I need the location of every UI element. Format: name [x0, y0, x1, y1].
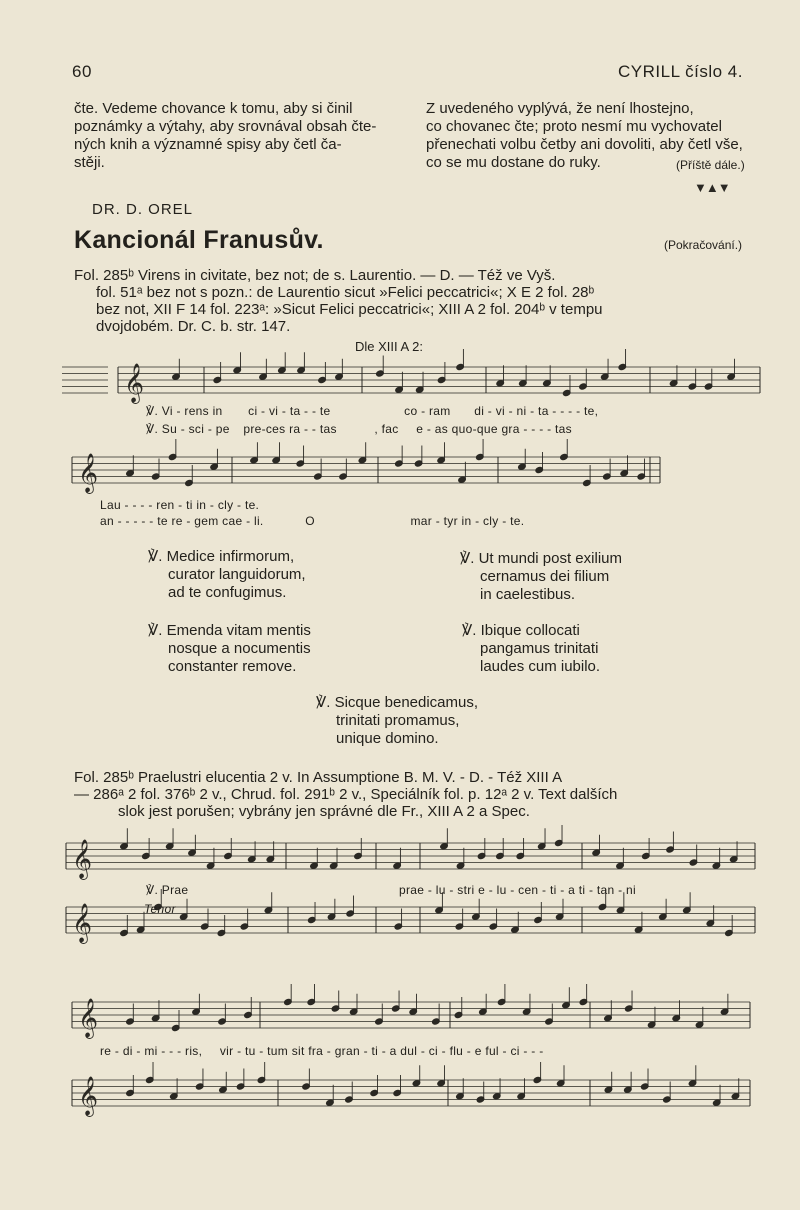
verse-line: nosque a nocumentis	[168, 640, 311, 657]
lyric-segment: ℣. Su - sci - pe	[146, 422, 230, 436]
verse-line: unique domino.	[336, 730, 439, 747]
section2-text	[74, 769, 617, 820]
text-line: dvojdobém. Dr. C. b. str. 147.	[96, 318, 291, 335]
lyric-segment: , fac	[374, 422, 399, 436]
author-name: DR. D. OREL	[92, 201, 194, 218]
verse-block	[148, 548, 306, 602]
lyric-segment: prae - lu - stri e - lu - cen - ti - a ti - tan - ni	[399, 883, 636, 897]
text-line: Fol. 285ᵇ Virens in civitate, bez not; de s. Laurentio. — D. — Též ve Vyš.	[74, 267, 556, 284]
treble-clef-icon: 𝄞	[72, 839, 93, 879]
tenor-label: Tenor	[144, 902, 176, 916]
verse-line: ad te confugimus.	[168, 584, 287, 601]
lyric-segment: re - di - mi - - - ris,	[100, 1044, 203, 1058]
verse-line: ℣. Ut mundi post exilium	[460, 550, 622, 567]
verse-line: ℣. Emenda vitam mentis	[148, 622, 311, 639]
source-label: Dle XIII A 2:	[355, 339, 423, 354]
text-line: poznámky a výtahy, aby srovnával obsah čte-	[74, 118, 377, 135]
lyric-segment: an - - - - - te re - gem cae - li.	[100, 514, 264, 528]
treble-clef-icon: 𝄞	[78, 1076, 99, 1116]
verse-line: ℣. Medice infirmorum,	[148, 548, 295, 565]
lyric-segment: ℣. Vi - rens in	[146, 404, 223, 418]
text-line: ných knih a významné spisy aby četl ča-	[74, 136, 342, 153]
verse-block	[460, 550, 622, 604]
treble-clef-icon: 𝄞	[78, 998, 99, 1038]
ornament-icon: ▼▲▼	[694, 180, 730, 195]
treble-clef-icon: 𝄞	[72, 903, 93, 943]
lyric-segment: di - vi - ni - ta - - - - te,	[474, 404, 599, 418]
text-line: co chovanec čte; proto nesmí mu vychovatel	[426, 118, 722, 135]
text-line: přenechati volbu četby ani dovoliti, aby četl vše,	[426, 136, 743, 153]
text-line: stěji.	[74, 154, 105, 171]
treble-clef-icon: 𝄞	[124, 363, 145, 403]
continued-note: (Příště dále.)	[676, 158, 745, 172]
verse-line: cernamus dei filium	[480, 568, 610, 585]
text-line: Z uvedeného vyplývá, že není lhostejno,	[426, 100, 694, 117]
verse-line: constanter remove.	[168, 658, 297, 675]
verse-block	[462, 622, 600, 676]
text-line: čte. Vedeme chovance k tomu, aby si činil	[74, 100, 353, 117]
lyric-line: Lau - - - - ren - ti in - cly - te.	[100, 498, 260, 512]
treble-clef-icon: 𝄞	[78, 453, 99, 493]
verse-line: pangamus trinitati	[480, 640, 599, 657]
text-line: co se mu dostane do ruky.	[426, 154, 601, 171]
article-title: Kancionál Franusův.	[74, 226, 324, 254]
lyric-segment: e - as quo-que gra - - - - tas	[416, 422, 572, 436]
text-line: slok jest porušen; vybrány jen správné dle Fr., XIII A 2 a Spec.	[118, 803, 530, 820]
lyric-segment: vir - tu - tum sit fra - gran - ti - a dul - ci - flu - e ful - ci - - -	[219, 1044, 544, 1058]
verse-block	[148, 622, 311, 676]
verse-block	[316, 694, 478, 748]
lyric-line	[146, 404, 598, 418]
verse-line: trinitati promamus,	[336, 712, 460, 729]
text-line: fol. 51ᵃ bez not s pozn.: de Laurentio sicut »Felici peccatrici«; X E 2 fol. 28ᵇ	[96, 284, 595, 301]
lyric-segment: pre-ces ra - - tas	[243, 422, 337, 436]
verse-line: ℣. Sicque benedicamus,	[316, 694, 479, 711]
lyric-segment: ℣. Prae	[146, 883, 189, 897]
lyric-segment: co - ram	[404, 404, 451, 418]
lyric-segment: ci - vi - ta - - te	[248, 404, 331, 418]
lyric-segment: mar - tyr in - cly - te.	[410, 514, 525, 528]
lyric-line	[146, 422, 572, 436]
lyric-line	[100, 1044, 544, 1058]
text-line: bez not, XII F 14 fol. 223ᵃ: »Sicut Felici peccatrici«; XIII A 2 fol. 204ᵇ v tempu	[96, 301, 603, 318]
text-line: Fol. 285ᵇ Praelustri elucentia 2 v. In Assumptione B. M. V. - D. - Též XIII A	[74, 769, 563, 786]
continuation-note: (Pokračování.)	[664, 238, 743, 252]
text-line: — 286ᵃ 2 fol. 376ᵇ 2 v., Chrud. fol. 291ᵇ 2 v., Speciálník fol. p. 12ᵃ 2 v. Text dalších	[74, 786, 618, 803]
verse-line: in caelestibus.	[480, 586, 576, 603]
lyric-line	[100, 514, 524, 528]
verse-line: laudes cum iubilo.	[480, 658, 601, 675]
verse-line: ℣. Ibique collocati	[462, 622, 580, 639]
page-number: 60	[72, 62, 92, 81]
verse-line: curator languidorum,	[168, 566, 306, 583]
journal-header: CYRILL číslo 4.	[618, 62, 743, 81]
lyric-segment: O	[305, 514, 315, 528]
